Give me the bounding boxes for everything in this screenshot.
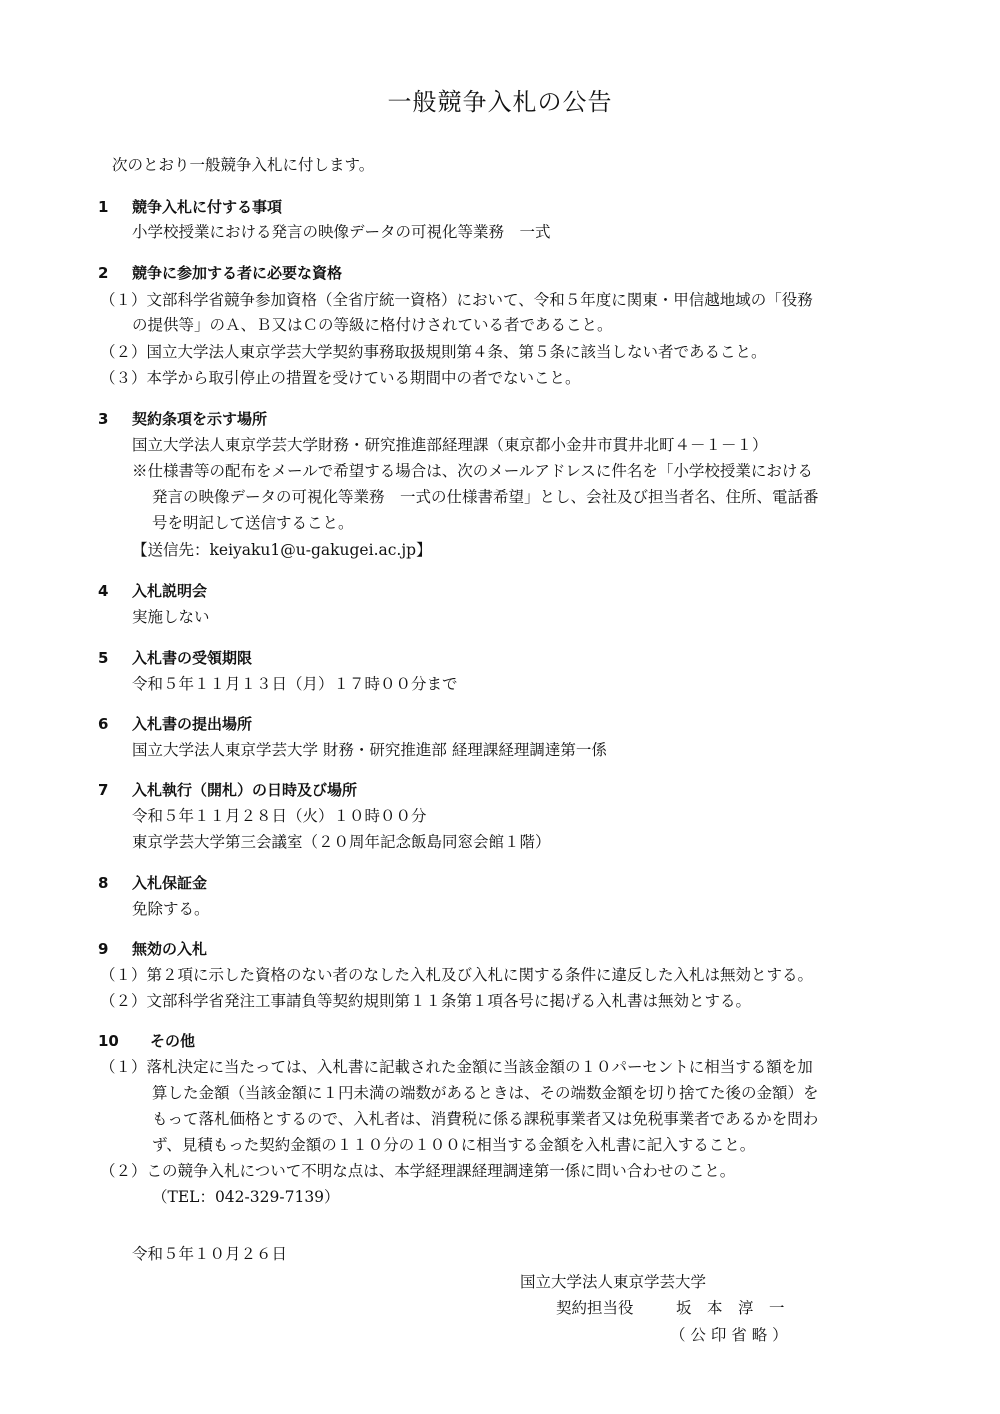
section-9-item-1: （１）第２項に示した資格のない者のなした入札及び入札に関する条件に違反した入札は無効とする。 — [100, 966, 814, 984]
section-8-text: 免除する。 — [132, 900, 210, 918]
section-10-item-1-cont: 算した金額（当該金額に１円未満の端数があるときは、その端数金額を切り捨てた後の金額）を — [152, 1084, 819, 1102]
section-10-tel: （TEL：042-329-7139） — [152, 1188, 340, 1206]
section-3-note: ※仕様書等の配布をメールで希望する場合は、次のメールアドレスに件名を「小学校授業における — [132, 462, 813, 480]
section-4-text: 実施しない — [132, 608, 210, 626]
section-7-heading: 7 入札執行（開札）の日時及び場所 — [98, 781, 358, 799]
notice-date: 令和５年１０月２６日 — [132, 1245, 288, 1263]
section-2-item-1: （１）文部科学省競争参加資格（全省庁統一資格）において、令和５年度に関東・甲信越地域の「役務 — [100, 291, 813, 309]
section-10-item-1: （１）落札決定に当たっては、入札書に記載された金額に当該金額の１０パーセントに相当する額を加 — [100, 1058, 813, 1076]
section-1-text: 小学校授業における発言の映像データの可視化等業務 一式 — [132, 223, 551, 241]
section-7-datetime: 令和５年１１月２８日（火）１０時００分 — [132, 807, 427, 825]
section-9-heading: 9 無効の入札 — [98, 940, 208, 958]
section-2-item-2: （２）国立大学法人東京学芸大学契約事務取扱規則第４条、第５条に該当しない者であること。 — [100, 343, 767, 361]
section-2-heading: 2 競争に参加する者に必要な資格 — [98, 264, 343, 282]
signature-role: 契約担当役 — [556, 1299, 634, 1317]
section-5-text: 令和５年１１月１３日（月）１７時００分まで — [132, 675, 458, 693]
signature-org: 国立大学法人東京学芸大学 — [520, 1273, 707, 1291]
page-title: 一般競争入札の公告 — [387, 88, 613, 116]
signature-name: 坂 本 淳 一 — [676, 1299, 785, 1317]
section-3-note-cont: 号を明記して送信すること。 — [152, 514, 354, 532]
seal-omitted: （ 公 印 省 略 ） — [670, 1326, 788, 1344]
section-4-heading: 4 入札説明会 — [98, 582, 208, 600]
section-5-heading: 5 入札書の受領期限 — [98, 649, 253, 667]
section-1-heading: 1 競争入札に付する事項 — [98, 198, 283, 216]
section-10-item-1-cont: ず、見積もった契約金額の１１０分の１００に相当する金額を入札書に記入すること。 — [152, 1136, 756, 1154]
section-3-email: 【送信先：keiyaku1@u-gakugei.ac.jp】 — [132, 541, 432, 559]
section-7-place: 東京学芸大学第三会議室（２０周年記念飯島同窓会館１階） — [132, 833, 551, 851]
section-6-heading: 6 入札書の提出場所 — [98, 715, 253, 733]
section-9-item-2: （２）文部科学省発注工事請負等契約規則第１１条第１項各号に掲げる入札書は無効とする。 — [100, 992, 752, 1010]
section-10-item-1-cont: もって落札価格とするので、入札者は、消費税に係る課税事業者又は免税事業者であるかを問わ — [152, 1110, 819, 1128]
section-3-note-cont: 発言の映像データの可視化等業務 一式の仕様書希望」とし、会社及び担当者名、住所、電話番 — [152, 488, 819, 506]
intro-text: 次のとおり一般競争入札に付します。 — [112, 156, 375, 174]
section-6-text: 国立大学法人東京学芸大学 財務・研究推進部 経理課経理調達第一係 — [132, 741, 607, 759]
section-10-heading: 10 その他 — [98, 1032, 196, 1050]
section-10-item-2: （２）この競争入札について不明な点は、本学経理課経理調達第一係に問い合わせのこと。 — [100, 1162, 736, 1180]
section-8-heading: 8 入札保証金 — [98, 874, 208, 892]
section-3-location: 国立大学法人東京学芸大学財務・研究推進部経理課（東京都小金井市貫井北町４－１－１） — [132, 436, 768, 454]
section-2-item-3: （３）本学から取引停止の措置を受けている期間中の者でないこと。 — [100, 369, 581, 387]
section-3-heading: 3 契約条項を示す場所 — [98, 410, 268, 428]
section-2-item-1-cont: の提供等」のＡ、Ｂ又はＣの等級に格付けされている者であること。 — [132, 316, 613, 334]
